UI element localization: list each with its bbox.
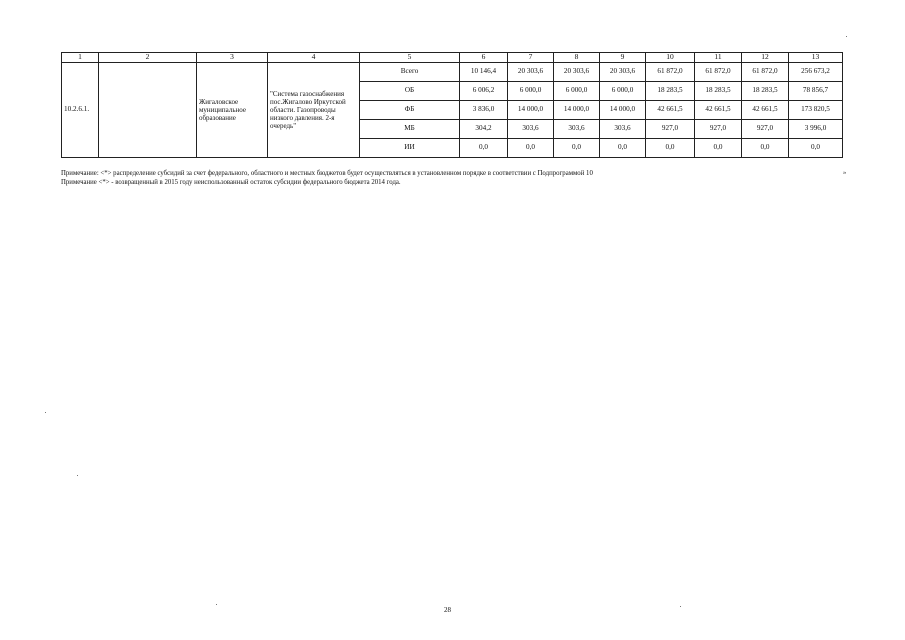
value-cell: 0,0: [508, 138, 554, 157]
value-cell: 0,0: [600, 138, 646, 157]
source-cell: МБ: [360, 119, 460, 138]
value-cell: 303,6: [508, 119, 554, 138]
value-cell: 14 000,0: [554, 100, 600, 119]
scan-speck: [846, 36, 847, 37]
value-cell: 20 303,6: [554, 62, 600, 81]
value-cell: 0,0: [789, 138, 843, 157]
value-cell: 0,0: [742, 138, 789, 157]
value-cell: 0,0: [554, 138, 600, 157]
value-cell: 61 872,0: [646, 62, 695, 81]
scan-speck: [45, 412, 46, 413]
project-cell: "Система газоснабжения пос.Жигалово Иркутской области. Газопроводы низкого давления. 2-я очередь": [268, 62, 360, 157]
note-mark: »: [843, 169, 847, 176]
value-cell: 927,0: [646, 119, 695, 138]
value-cell: 61 872,0: [742, 62, 789, 81]
row-code-cell: 10.2.6.1.: [62, 62, 99, 157]
header-cell: 6: [460, 53, 508, 63]
value-cell: 303,6: [554, 119, 600, 138]
budget-table: [61, 52, 843, 158]
value-cell: 20 303,6: [600, 62, 646, 81]
value-cell: 3 996,0: [789, 119, 843, 138]
header-cell: 12: [742, 53, 789, 63]
value-cell: 3 836,0: [460, 100, 508, 119]
value-cell: 0,0: [460, 138, 508, 157]
footnotes: [61, 169, 851, 187]
value-cell: 42 661,5: [646, 100, 695, 119]
header-cell: 10: [646, 53, 695, 63]
page-number: 28: [444, 606, 451, 614]
source-cell: ИИ: [360, 138, 460, 157]
table-header-row: [62, 53, 843, 63]
header-cell: 11: [695, 53, 742, 63]
value-cell: 20 303,6: [508, 62, 554, 81]
value-cell: 61 872,0: [695, 62, 742, 81]
value-cell: 10 146,4: [460, 62, 508, 81]
footnote-returned-balance: Примечание <*> - возвращенный в 2015 году неиспользованный остаток субсидии федерального бюджета 2014 года.: [61, 179, 401, 186]
value-cell: 78 856,7: [789, 81, 843, 100]
value-cell: 0,0: [646, 138, 695, 157]
value-cell: 173 820,5: [789, 100, 843, 119]
source-cell: ОБ: [360, 81, 460, 100]
value-cell: 303,6: [600, 119, 646, 138]
header-cell: 3: [197, 53, 268, 63]
value-cell: 6 006,2: [460, 81, 508, 100]
header-cell: 8: [554, 53, 600, 63]
value-cell: 256 673,2: [789, 62, 843, 81]
header-cell: 7: [508, 53, 554, 63]
value-cell: 14 000,0: [600, 100, 646, 119]
value-cell: 6 000,0: [554, 81, 600, 100]
value-cell: 18 283,5: [646, 81, 695, 100]
header-cell: 4: [268, 53, 360, 63]
source-cell: ФБ: [360, 100, 460, 119]
scan-speck: [216, 604, 217, 605]
municipality-cell: Жигаловское муниципальное образование: [197, 62, 268, 157]
value-cell: 927,0: [695, 119, 742, 138]
footnote-subsidy-distribution: Примечание: <*> распределение субсидий за счет федерального, областного и местных бюджетов будет осуществляться в установленном порядке в соответствии с Подпрограммой 10: [61, 170, 593, 177]
header-cell: 9: [600, 53, 646, 63]
value-cell: 42 661,5: [742, 100, 789, 119]
value-cell: 14 000,0: [508, 100, 554, 119]
value-cell: 304,2: [460, 119, 508, 138]
table-row: [62, 62, 843, 81]
header-cell: 5: [360, 53, 460, 63]
value-cell: 42 661,5: [695, 100, 742, 119]
header-cell: 2: [99, 53, 197, 63]
value-cell: 18 283,5: [695, 81, 742, 100]
value-cell: 18 283,5: [742, 81, 789, 100]
source-cell: Всего: [360, 62, 460, 81]
value-cell: 927,0: [742, 119, 789, 138]
value-cell: 6 000,0: [600, 81, 646, 100]
value-cell: 6 000,0: [508, 81, 554, 100]
scan-speck: [77, 475, 78, 476]
header-cell: 1: [62, 53, 99, 63]
empty-cell: [99, 62, 197, 157]
scan-speck: [680, 606, 681, 607]
header-cell: 13: [789, 53, 843, 63]
value-cell: 0,0: [695, 138, 742, 157]
